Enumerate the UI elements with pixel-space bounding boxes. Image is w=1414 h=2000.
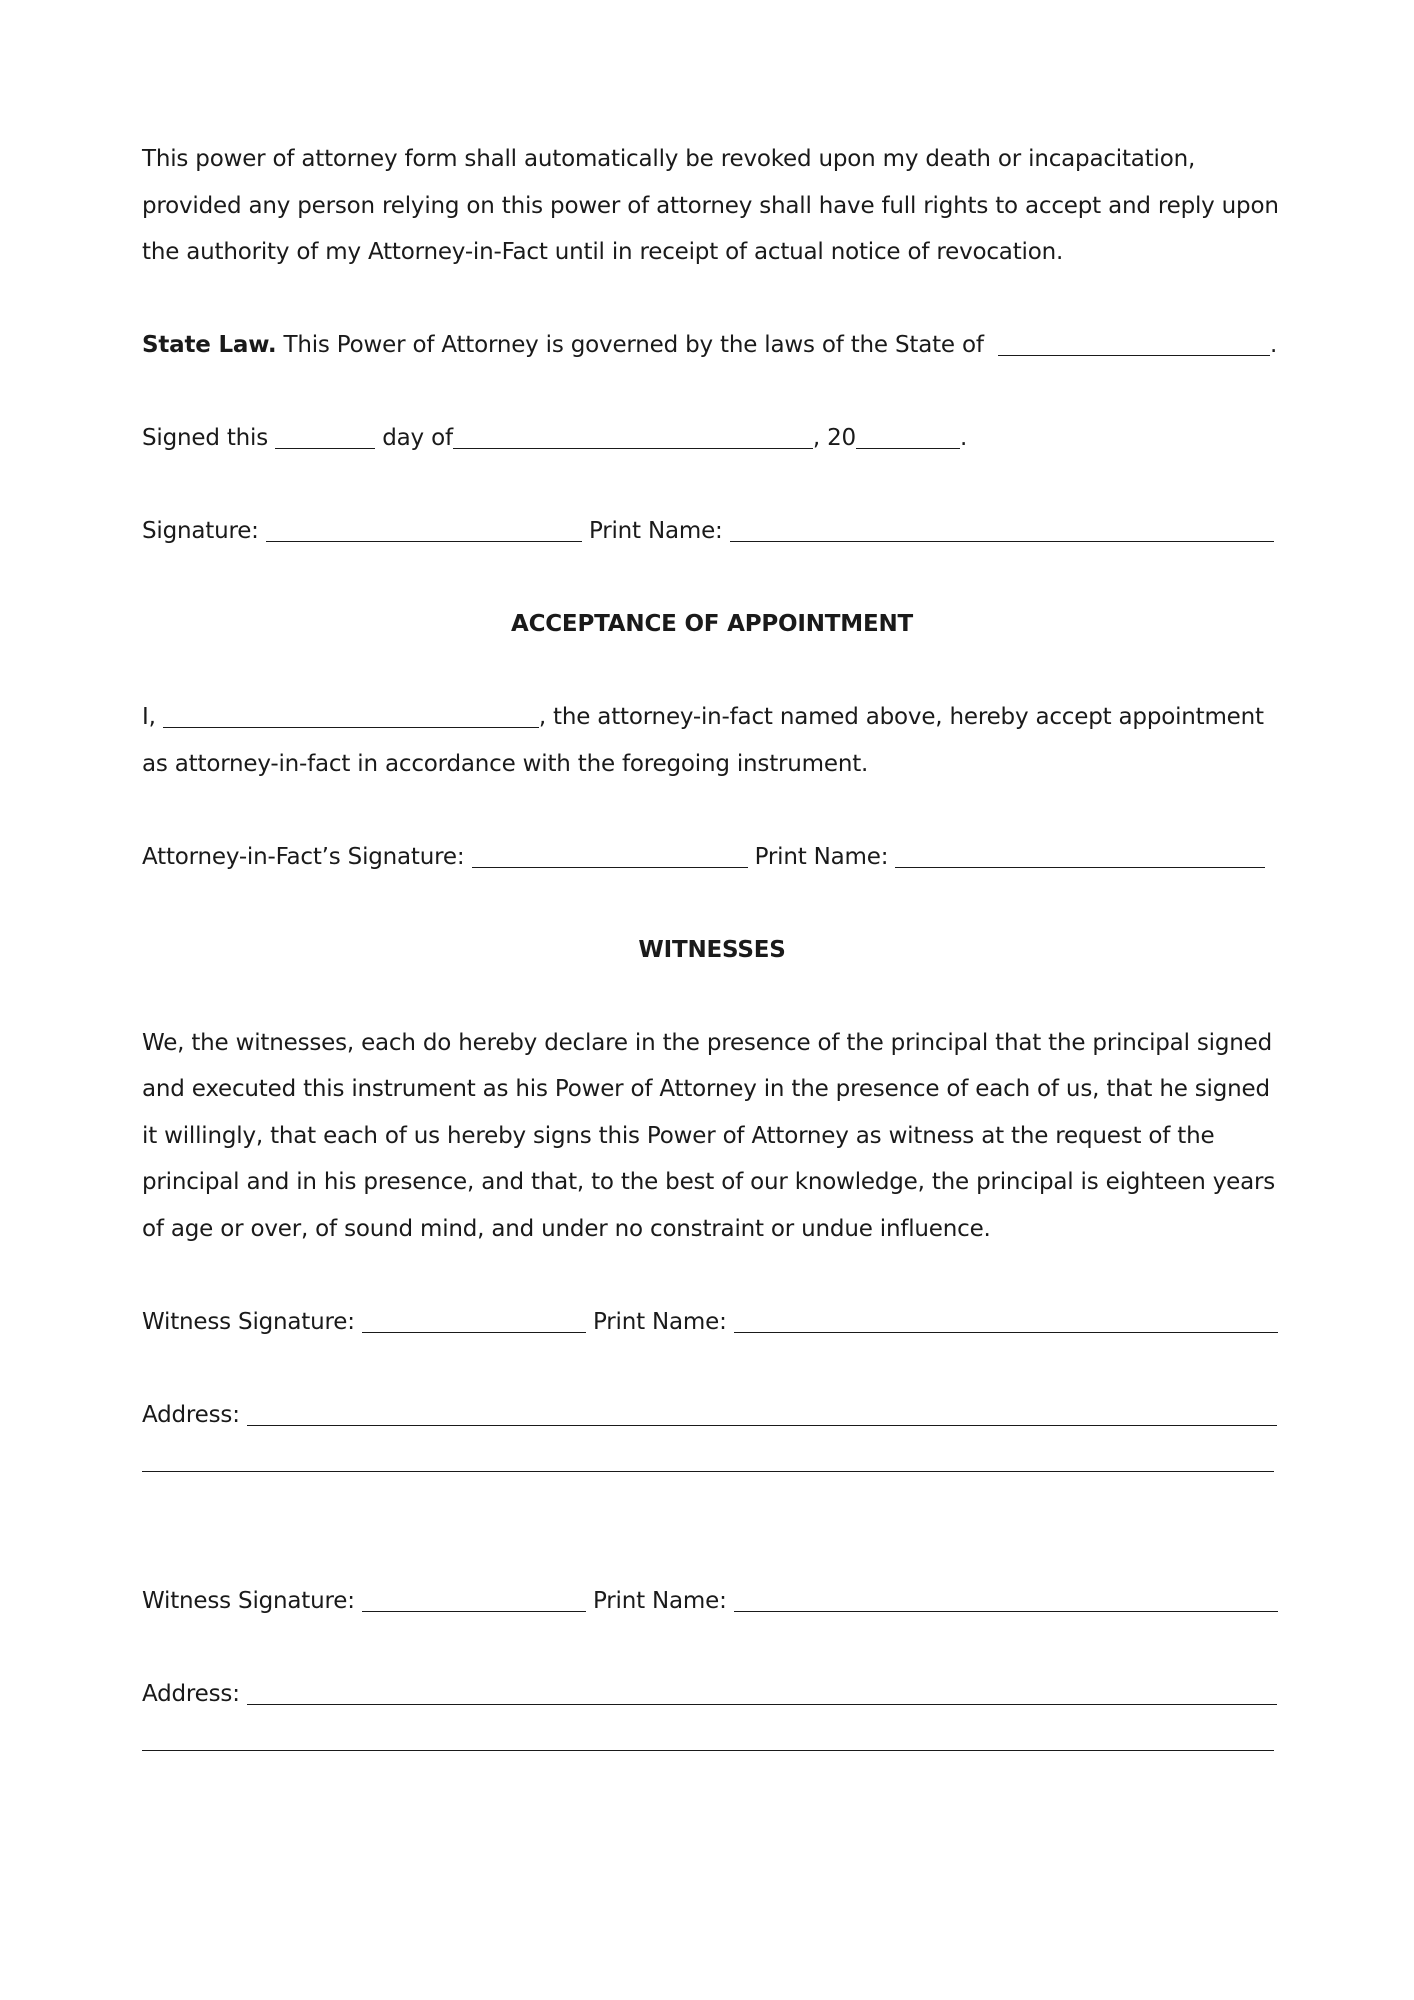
witness-1-address-field[interactable]	[247, 1402, 1277, 1426]
witness-1-address-line	[142, 1392, 1282, 1439]
witness-2-address-line-2	[142, 1717, 1282, 1764]
witness-2-signature-line	[142, 1578, 1282, 1625]
witness-1-print-name-label: Print Name:	[593, 1308, 727, 1335]
year-prefix-label: , 20	[812, 425, 856, 451]
principal-signature-field[interactable]	[266, 518, 582, 542]
witness-2-signature-field[interactable]	[362, 1588, 586, 1612]
acceptance-text: , the attorney-in-fact named above, hereby accept appointment as attorney-in-fact in accordance with the foregoing instrument.	[142, 704, 1264, 777]
witness-2-print-name-field[interactable]	[734, 1588, 1278, 1612]
witness-2-signature-label: Witness Signature:	[142, 1587, 355, 1614]
principal-print-name-field[interactable]	[730, 518, 1274, 542]
principal-signature-line	[142, 508, 1282, 555]
attorney-name-field[interactable]	[163, 704, 539, 728]
witness-2-address-line	[142, 1671, 1282, 1718]
witness-1-signature-label: Witness Signature:	[142, 1308, 355, 1335]
witness-2-address-field-2[interactable]	[142, 1727, 1274, 1751]
signed-date-line	[142, 415, 1282, 462]
witness-1-address-field-2[interactable]	[142, 1448, 1274, 1472]
attorney-signature-line	[142, 834, 1282, 881]
signed-day-field[interactable]	[275, 425, 375, 449]
attorney-signature-field[interactable]	[472, 844, 748, 868]
witness-2-address-field[interactable]	[247, 1681, 1277, 1705]
attorney-print-name-label: Print Name:	[754, 843, 889, 870]
attorney-signature-label: Attorney-in-Fact’s Signature:	[142, 843, 465, 870]
witness-1-address-line-2	[142, 1438, 1282, 1485]
signed-month-field[interactable]	[453, 425, 813, 449]
witness-1-address-label: Address:	[142, 1401, 240, 1428]
principal-signature-label: Signature:	[142, 518, 259, 544]
witnesses-paragraph: We, the witnesses, each do hereby declare in the presence of the principal that the principal signed and executed this instrument as his Power of Attorney in the presence of each of us, that he signed it willingly, that each of us hereby signs this Power of Attorney as witness at the request of the principal and in his presence, and that, to the best of our knowledge, the principal is eighteen years of age or over, of sound mind, and under no constraint or undue influence.	[142, 1029, 1276, 1242]
state-law-heading: State Law.	[142, 332, 277, 358]
witness-2-address-label: Address:	[142, 1680, 240, 1707]
witness-1-print-name-field[interactable]	[734, 1309, 1278, 1333]
signed-this-label: Signed this	[142, 425, 268, 451]
signed-end: .	[959, 425, 968, 451]
acceptance-heading: ACCEPTANCE OF APPOINTMENT	[510, 611, 914, 637]
principal-print-name-label: Print Name:	[588, 518, 723, 544]
attorney-print-name-field[interactable]	[895, 844, 1265, 868]
acceptance-paragraph	[142, 694, 1282, 787]
acceptance-i-label: I,	[142, 704, 156, 730]
witness-1-signature-line	[142, 1299, 1282, 1346]
witness-1-signature-field[interactable]	[362, 1309, 586, 1333]
revocation-paragraph: This power of attorney form shall automatically be revoked upon my death or incapacitation, provided any person relying on this power of attorney shall have full rights to accept and reply upon the authority of my Attorney-in-Fact until in receipt of actual notice of revocation.	[142, 146, 1279, 265]
state-name-field[interactable]	[998, 332, 1270, 356]
state-law-paragraph	[142, 322, 1282, 369]
document-page	[142, 136, 1282, 1764]
state-law-end: .	[1270, 332, 1278, 358]
day-of-label: day of	[382, 425, 453, 451]
witnesses-heading: WITNESSES	[638, 936, 786, 963]
state-law-text: This Power of Attorney is governed by the laws of the State of	[283, 332, 984, 358]
signed-year-field[interactable]	[856, 425, 960, 449]
witness-2-print-name-label: Print Name:	[593, 1587, 727, 1614]
